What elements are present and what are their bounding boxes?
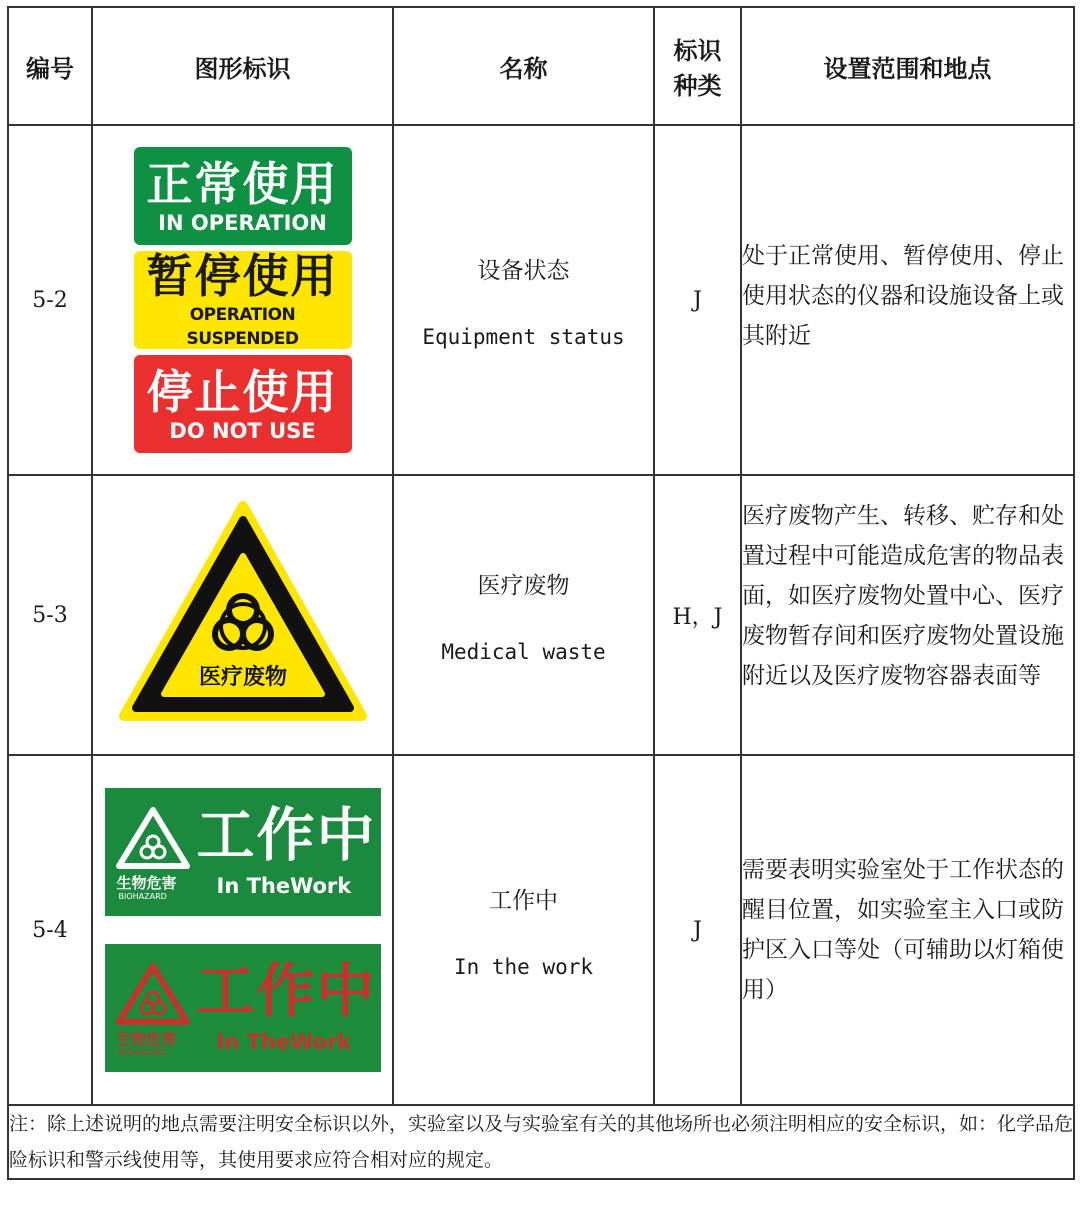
sign-biohazard-zh: 生物危害 [116, 1030, 177, 1048]
sign-en: DO NOT USE [169, 419, 316, 443]
name-zh: 设备状态 [477, 257, 570, 284]
row-kind: H，J [654, 475, 741, 755]
table-note: 注：除上述说明的地点需要注明安全标识以外，实验室以及与实验室有关的其他场所也必须注明相应的安全标识，如：化学品危险标识和警示线使用等，其使用要求应符合相对应的规定。 [8, 1105, 1074, 1179]
sign-table [7, 6, 1075, 1180]
table-row [8, 755, 1074, 1105]
sign-en: OPERATION SUSPENDED [186, 305, 299, 349]
header-kind-line1: 标识 [673, 37, 722, 65]
row-place: 医疗废物产生、转移、贮存和处置过程中可能造成危害的物品表面，如医疗废物处置中心、医疗废物暂存间和医疗废物处置设施附近以及医疗废物容器表面等 [741, 475, 1074, 755]
row-place: 处于正常使用、暂停使用、停止使用状态的仪器和设施设备上或其附近 [741, 125, 1074, 475]
row-graphic [92, 755, 393, 1105]
sign-biohazard-zh: 生物危害 [116, 874, 177, 892]
sign-en: IN OPERATION [158, 211, 327, 235]
header-kind [654, 7, 741, 125]
header-row [8, 7, 1074, 125]
name-en: Medical waste [441, 639, 606, 664]
sign-in-the-work-unlit [105, 944, 381, 1072]
biohazard-triangle-icon [115, 806, 191, 870]
sign-zh: 工作中 [196, 801, 377, 869]
row-num: 5-4 [8, 755, 92, 1105]
table-row [8, 125, 1074, 475]
sign-text: 医疗废物 [198, 665, 287, 690]
name-en: Equipment status [422, 324, 625, 349]
sign-in-operation [134, 147, 352, 245]
header-num: 编号 [8, 7, 92, 125]
sign-zh: 工作中 [196, 957, 377, 1025]
row-graphic [92, 475, 393, 755]
table-row [8, 475, 1074, 755]
sign-en: In TheWork [216, 874, 352, 898]
row-name [393, 125, 654, 475]
sign-do-not-use [134, 355, 352, 453]
header-place: 设置范围和地点 [741, 7, 1074, 125]
header-kind-line2: 种类 [673, 72, 722, 100]
sign-in-the-work-lit [105, 788, 381, 916]
sign-biohazard-en: BIOHAZARD [118, 1048, 167, 1057]
row-place: 需要表明实验室处于工作状态的醒目位置，如实验室主入口或防护区入口等处（可辅助以灯箱使用） [741, 755, 1074, 1105]
sign-biohazard-en: BIOHAZARD [118, 892, 167, 901]
note-row [8, 1105, 1074, 1179]
row-kind: J [654, 755, 741, 1105]
name-en: In the work [453, 954, 594, 979]
sign-operation-suspended [134, 251, 352, 349]
biohazard-triangle-icon [115, 962, 191, 1026]
header-name: 名称 [393, 7, 654, 125]
row-graphic [92, 125, 393, 475]
row-num: 5-3 [8, 475, 92, 755]
row-num: 5-2 [8, 125, 92, 475]
row-name [393, 755, 654, 1105]
sign-zh: 正常使用 [146, 157, 339, 211]
row-name [393, 475, 654, 755]
medical-waste-sign [118, 498, 368, 728]
sign-zh: 停止使用 [146, 365, 339, 419]
name-zh: 医疗废物 [477, 572, 570, 599]
sign-zh: 暂停使用 [146, 249, 339, 303]
name-zh: 工作中 [489, 887, 558, 914]
header-graphic: 图形标识 [92, 7, 393, 125]
row-kind: J [654, 125, 741, 475]
sign-en: In TheWork [216, 1030, 352, 1054]
